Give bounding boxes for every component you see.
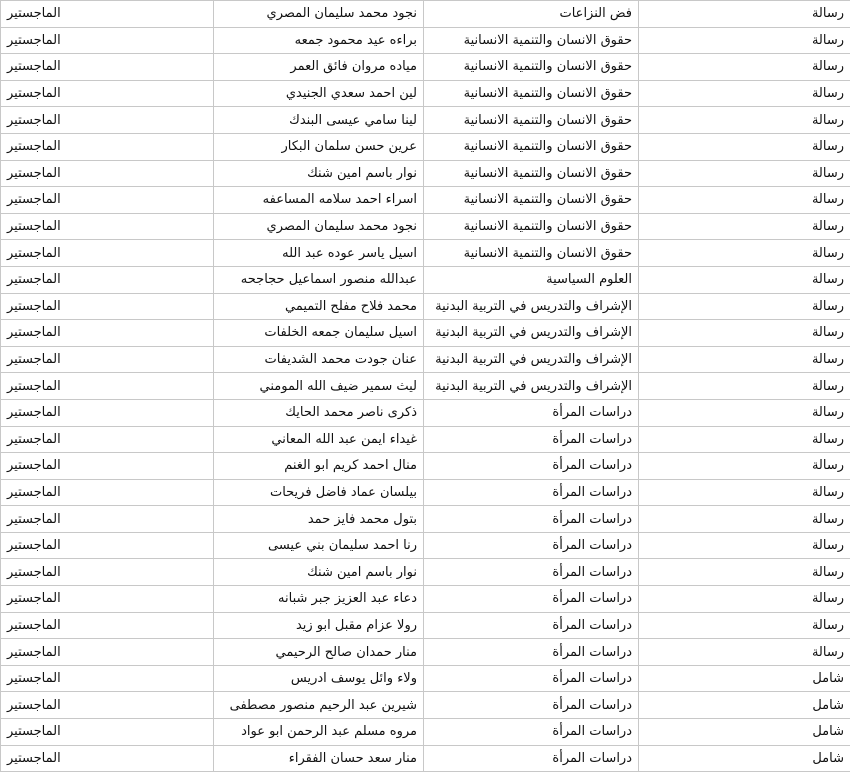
thesis-type-cell: رسالة bbox=[639, 213, 850, 240]
student-name-cell: ليث سمير ضيف الله المومني bbox=[214, 373, 424, 400]
department-cell: العلوم السياسية bbox=[424, 266, 639, 293]
table-row bbox=[1, 240, 850, 267]
thesis-type-cell: شامل bbox=[639, 719, 850, 746]
table-row bbox=[1, 346, 850, 373]
department-cell: حقوق الانسان والتنمية الانسانية bbox=[424, 54, 639, 81]
table-row bbox=[1, 453, 850, 480]
department-cell: دراسات المرأة bbox=[424, 692, 639, 719]
thesis-type-cell: رسالة bbox=[639, 426, 850, 453]
student-name-cell: نجود محمد سليمان المصري bbox=[214, 213, 424, 240]
student-name-cell: عبدالله منصور اسماعيل حجاجحه bbox=[214, 266, 424, 293]
degree-cell: الماجستير bbox=[1, 453, 214, 480]
table-row bbox=[1, 107, 850, 134]
student-name-cell: شيرين عبد الرحيم منصور مصطفى bbox=[214, 692, 424, 719]
degree-cell: الماجستير bbox=[1, 426, 214, 453]
department-cell: دراسات المرأة bbox=[424, 479, 639, 506]
thesis-type-cell: رسالة bbox=[639, 160, 850, 187]
department-cell: دراسات المرأة bbox=[424, 719, 639, 746]
department-cell: حقوق الانسان والتنمية الانسانية bbox=[424, 160, 639, 187]
table-row bbox=[1, 745, 850, 772]
department-cell: دراسات المرأة bbox=[424, 612, 639, 639]
degree-cell: الماجستير bbox=[1, 506, 214, 533]
degree-cell: الماجستير bbox=[1, 559, 214, 586]
department-cell: حقوق الانسان والتنمية الانسانية bbox=[424, 213, 639, 240]
degree-cell: الماجستير bbox=[1, 240, 214, 267]
department-cell: دراسات المرأة bbox=[424, 559, 639, 586]
degree-cell: الماجستير bbox=[1, 320, 214, 347]
student-name-cell: ولاء وائل يوسف ادريس bbox=[214, 665, 424, 692]
degree-cell: الماجستير bbox=[1, 719, 214, 746]
department-cell: دراسات المرأة bbox=[424, 426, 639, 453]
degree-cell: الماجستير bbox=[1, 399, 214, 426]
table-row bbox=[1, 639, 850, 666]
degree-cell: الماجستير bbox=[1, 745, 214, 772]
department-cell: دراسات المرأة bbox=[424, 532, 639, 559]
student-name-cell: مياده مروان فائق العمر bbox=[214, 54, 424, 81]
table-row bbox=[1, 80, 850, 107]
degree-cell: الماجستير bbox=[1, 532, 214, 559]
thesis-type-cell: رسالة bbox=[639, 559, 850, 586]
thesis-type-cell: رسالة bbox=[639, 346, 850, 373]
student-name-cell: لينا سامي عيسى البندك bbox=[214, 107, 424, 134]
degree-cell: الماجستير bbox=[1, 160, 214, 187]
student-name-cell: عنان جودت محمد الشديفات bbox=[214, 346, 424, 373]
degree-cell: الماجستير bbox=[1, 479, 214, 506]
degree-cell: الماجستير bbox=[1, 266, 214, 293]
table-row bbox=[1, 586, 850, 613]
student-name-cell: دعاء عبد العزيز جبر شبانه bbox=[214, 586, 424, 613]
table-row bbox=[1, 559, 850, 586]
student-name-cell: محمد فلاح مفلح التميمي bbox=[214, 293, 424, 320]
degree-cell: الماجستير bbox=[1, 107, 214, 134]
degree-cell: الماجستير bbox=[1, 80, 214, 107]
thesis-type-cell: رسالة bbox=[639, 27, 850, 54]
department-cell: حقوق الانسان والتنمية الانسانية bbox=[424, 187, 639, 214]
degree-cell: الماجستير bbox=[1, 612, 214, 639]
table-row bbox=[1, 479, 850, 506]
student-name-cell: اسيل سليمان جمعه الخلفات bbox=[214, 320, 424, 347]
student-name-cell: اسراء احمد سلامه المساعفه bbox=[214, 187, 424, 214]
table-row bbox=[1, 133, 850, 160]
thesis-type-cell: رسالة bbox=[639, 1, 850, 28]
department-cell: حقوق الانسان والتنمية الانسانية bbox=[424, 80, 639, 107]
thesis-type-cell: رسالة bbox=[639, 586, 850, 613]
thesis-type-cell: رسالة bbox=[639, 639, 850, 666]
student-name-cell: رولا عزام مقبل ابو زيد bbox=[214, 612, 424, 639]
table-row bbox=[1, 1, 850, 28]
degree-cell: الماجستير bbox=[1, 586, 214, 613]
degree-cell: الماجستير bbox=[1, 293, 214, 320]
table-body bbox=[1, 1, 850, 772]
department-cell: الإشراف والتدريس في التربية البدنية bbox=[424, 293, 639, 320]
thesis-type-cell: رسالة bbox=[639, 373, 850, 400]
thesis-type-cell: رسالة bbox=[639, 320, 850, 347]
department-cell: الإشراف والتدريس في التربية البدنية bbox=[424, 346, 639, 373]
student-name-cell: بتول محمد فايز حمد bbox=[214, 506, 424, 533]
thesis-type-cell: رسالة bbox=[639, 453, 850, 480]
degree-cell: الماجستير bbox=[1, 54, 214, 81]
thesis-type-cell: رسالة bbox=[639, 532, 850, 559]
student-name-cell: براءه عيد محمود جمعه bbox=[214, 27, 424, 54]
table-row bbox=[1, 213, 850, 240]
thesis-type-cell: رسالة bbox=[639, 612, 850, 639]
table-row bbox=[1, 665, 850, 692]
student-name-cell: منار سعد حسان الفقراء bbox=[214, 745, 424, 772]
student-name-cell: رنا احمد سليمان بني عيسى bbox=[214, 532, 424, 559]
thesis-type-cell: رسالة bbox=[639, 107, 850, 134]
degree-cell: الماجستير bbox=[1, 27, 214, 54]
degree-cell: الماجستير bbox=[1, 133, 214, 160]
thesis-type-cell: رسالة bbox=[639, 479, 850, 506]
department-cell: حقوق الانسان والتنمية الانسانية bbox=[424, 27, 639, 54]
department-cell: دراسات المرأة bbox=[424, 453, 639, 480]
degree-cell: الماجستير bbox=[1, 213, 214, 240]
student-name-cell: غيداء ايمن عبد الله المعاني bbox=[214, 426, 424, 453]
thesis-type-cell: شامل bbox=[639, 745, 850, 772]
thesis-type-cell: رسالة bbox=[639, 80, 850, 107]
student-name-cell: لين احمد سعدي الجنيدي bbox=[214, 80, 424, 107]
table-row bbox=[1, 692, 850, 719]
thesis-type-cell: رسالة bbox=[639, 187, 850, 214]
thesis-type-cell: رسالة bbox=[639, 133, 850, 160]
department-cell: الإشراف والتدريس في التربية البدنية bbox=[424, 373, 639, 400]
department-cell: دراسات المرأة bbox=[424, 665, 639, 692]
department-cell: حقوق الانسان والتنمية الانسانية bbox=[424, 240, 639, 267]
thesis-type-cell: شامل bbox=[639, 665, 850, 692]
department-cell: فض النزاعات bbox=[424, 1, 639, 28]
table-row bbox=[1, 320, 850, 347]
table-row bbox=[1, 266, 850, 293]
student-name-cell: منار حمدان صالح الرحيمي bbox=[214, 639, 424, 666]
student-name-cell: نوار باسم امين شنك bbox=[214, 160, 424, 187]
thesis-type-cell: رسالة bbox=[639, 240, 850, 267]
student-name-cell: منال احمد كريم ابو الغنم bbox=[214, 453, 424, 480]
degree-cell: الماجستير bbox=[1, 692, 214, 719]
student-name-cell: بيلسان عماد فاضل فريحات bbox=[214, 479, 424, 506]
table-row bbox=[1, 27, 850, 54]
student-name-cell: اسيل ياسر عوده عبد الله bbox=[214, 240, 424, 267]
thesis-type-cell: رسالة bbox=[639, 506, 850, 533]
table-row bbox=[1, 612, 850, 639]
thesis-type-cell: رسالة bbox=[639, 399, 850, 426]
table-row bbox=[1, 426, 850, 453]
student-name-cell: ذكرى ناصر محمد الحايك bbox=[214, 399, 424, 426]
thesis-type-cell: شامل bbox=[639, 692, 850, 719]
student-name-cell: نوار باسم امين شنك bbox=[214, 559, 424, 586]
table-row bbox=[1, 293, 850, 320]
department-cell: الإشراف والتدريس في التربية البدنية bbox=[424, 320, 639, 347]
student-name-cell: مروه مسلم عبد الرحمن ابو عواد bbox=[214, 719, 424, 746]
student-name-cell: نجود محمد سليمان المصري bbox=[214, 1, 424, 28]
degree-cell: الماجستير bbox=[1, 346, 214, 373]
table-row bbox=[1, 719, 850, 746]
table-row bbox=[1, 373, 850, 400]
thesis-type-cell: رسالة bbox=[639, 293, 850, 320]
department-cell: دراسات المرأة bbox=[424, 586, 639, 613]
table-row bbox=[1, 160, 850, 187]
table-row bbox=[1, 506, 850, 533]
table-row bbox=[1, 399, 850, 426]
degree-cell: الماجستير bbox=[1, 639, 214, 666]
table-row bbox=[1, 54, 850, 81]
student-name-cell: عرين حسن سلمان البكار bbox=[214, 133, 424, 160]
degree-cell: الماجستير bbox=[1, 373, 214, 400]
department-cell: دراسات المرأة bbox=[424, 506, 639, 533]
table-row bbox=[1, 187, 850, 214]
degree-cell: الماجستير bbox=[1, 1, 214, 28]
department-cell: دراسات المرأة bbox=[424, 639, 639, 666]
degree-cell: الماجستير bbox=[1, 187, 214, 214]
degree-cell: الماجستير bbox=[1, 665, 214, 692]
department-cell: حقوق الانسان والتنمية الانسانية bbox=[424, 107, 639, 134]
thesis-type-cell: رسالة bbox=[639, 266, 850, 293]
department-cell: حقوق الانسان والتنمية الانسانية bbox=[424, 133, 639, 160]
department-cell: دراسات المرأة bbox=[424, 745, 639, 772]
thesis-type-cell: رسالة bbox=[639, 54, 850, 81]
department-cell: دراسات المرأة bbox=[424, 399, 639, 426]
table-row bbox=[1, 532, 850, 559]
